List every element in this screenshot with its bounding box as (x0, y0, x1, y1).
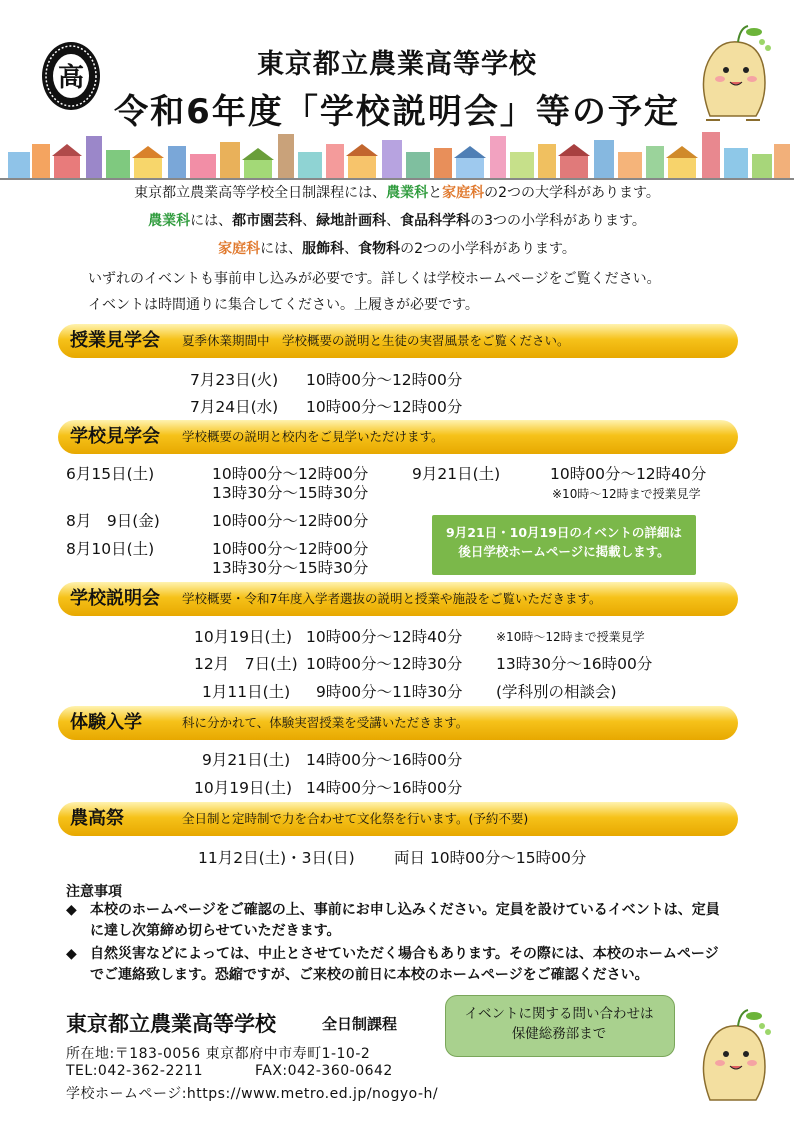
section-title-taiken: 体験入学 (70, 712, 142, 733)
setsumei-date-3: 1月11日(土) (202, 683, 291, 701)
setsumei-extra-1: ※10時～12時まで授業見学 (496, 630, 645, 644)
footer-course: 全日制課程 (322, 1015, 398, 1033)
diamond-bullet-icon: ◆ (66, 902, 77, 918)
mascot-illustration-bottom (690, 1008, 780, 1108)
jugyo-date-1: 7月23日(火) (190, 371, 279, 389)
footer-fax: FAX:042-360-0642 (255, 1063, 393, 1079)
notes-item-1: ◆ 本校のホームページをご確認の上、事前にお申し込みください。定員を設けているイベントは、定員に達し次第締め切らせていただきます。 (66, 902, 720, 939)
setsumei-time-1: 10時00分～12時40分 (306, 628, 463, 646)
setsumei-extra-3: (学科別の相談会) (496, 683, 617, 701)
gakko-time-1a: 10時00分～12時00分 (212, 465, 369, 483)
intro-line-2: 農業科には、都市園芸科、緑地計画科、食品科学科の3つの小学科があります。 (148, 213, 646, 229)
footer-tel: TEL:042-362-2211 (66, 1063, 204, 1079)
section-desc-jugyo: 夏季休業期間中 学校概要の説明と生徒の実習風景をご覧ください。 (182, 333, 570, 348)
nokosai-time: 両日 10時00分～15時00分 (394, 849, 587, 867)
gakko-time-3b: 13時30分～15時30分 (212, 559, 369, 577)
taiken-date-1: 9月21日(土) (202, 751, 291, 769)
section-desc-gakko: 学校概要の説明と校内をご見学いただけます。 (182, 429, 444, 444)
section-title-setsumei: 学校説明会 (70, 588, 160, 609)
gakko-right-time: 10時00分～12時40分 (550, 465, 707, 483)
taiken-date-2: 10月19日(土) (194, 779, 293, 797)
gakko-date-3: 8月10日(土) (66, 540, 155, 558)
section-title-gakko: 学校見学会 (70, 426, 160, 447)
section-desc-nokosai: 全日制と定時制で力を合わせて文化祭を行います。(予約不要) (182, 811, 529, 826)
jugyo-time-2: 10時00分～12時00分 (306, 398, 463, 416)
setsumei-date-2: 12月 7日(土) (194, 655, 298, 673)
intro-line-3: 家庭科には、服飾科、食物科の2つの小学科があります。 (218, 241, 576, 257)
setsumei-date-1: 10月19日(土) (194, 628, 293, 646)
setsumei-extra-2: 13時30分～16時00分 (496, 655, 653, 673)
taiken-time-2: 14時00分～16時00分 (306, 779, 463, 797)
emblem-char: 高 (57, 63, 85, 93)
footer-school-name: 東京都立農業高等学校 (66, 1012, 276, 1036)
footer-homepage: 学校ホームページ:https://www.metro.ed.jp/nogyo-h/ (66, 1086, 439, 1102)
jugyo-time-1: 10時00分～12時00分 (306, 371, 463, 389)
footer-address: 所在地:〒183-0056 東京都府中市寿町1-10-2 (66, 1046, 371, 1062)
section-title-jugyo: 授業見学会 (70, 330, 160, 351)
notes-heading: 注意事項 (66, 884, 122, 900)
section-desc-taiken: 科に分かれて、体験実習授業を受講いただきます。 (182, 715, 469, 730)
setsumei-time-3: 9時00分～11時30分 (316, 683, 463, 701)
gakko-date-2: 8月 9日(金) (66, 512, 160, 530)
page-title: 令和6年度「学校説明会」等の予定 (114, 92, 680, 132)
notes-item-2: ◆ 自然災害などによっては、中止とさせていただく場合もあります。その際には、本校のホームページでご連絡致します。恐縮ですが、ご来校の前日に本校のホームページをご確認ください。 (66, 946, 719, 983)
school-name-title: 東京都立農業高等学校 (257, 49, 537, 80)
taiken-time-1: 14時00分～16時00分 (306, 751, 463, 769)
gakko-time-2a: 10時00分～12時00分 (212, 512, 369, 530)
intro-note-1: いずれのイベントも事前申し込みが必要です。詳しくは学校ホームページをご覧ください。 (88, 271, 661, 287)
nokosai-date: 11月2日(土)・3日(日) (198, 849, 355, 867)
gakko-date-1: 6月15日(土) (66, 465, 155, 483)
gakko-time-1b: 13時30分～15時30分 (212, 484, 369, 502)
mascot-illustration (690, 24, 780, 124)
jugyo-date-2: 7月24日(水) (190, 398, 279, 416)
town-skyline-illustration (0, 126, 794, 180)
intro-line-1: 東京都立農業高等学校全日制課程には、農業科と家庭科の2つの大学科があります。 (134, 185, 660, 201)
gakko-right-date: 9月21日(土) (412, 465, 501, 483)
diamond-bullet-icon: ◆ (66, 946, 77, 962)
contact-bubble-text: イベントに関する問い合わせは 保健総務部まで (464, 1006, 654, 1042)
section-title-nokosai: 農高祭 (70, 808, 124, 829)
setsumei-time-2: 10時00分～12時30分 (306, 655, 463, 673)
callout-text: 9月21日・10月19日のイベントの詳細は 後日学校ホームページに掲載します。 (446, 525, 682, 559)
gakko-right-note: ※10時～12時まで授業見学 (552, 487, 701, 501)
section-desc-setsumei: 学校概要・令和7年度入学者選抜の説明と授業や施設をご覧いただきます。 (182, 591, 602, 606)
intro-note-2: イベントは時間通りに集合してください。上履きが必要です。 (88, 297, 479, 313)
gakko-time-3a: 10時00分～12時00分 (212, 540, 369, 558)
